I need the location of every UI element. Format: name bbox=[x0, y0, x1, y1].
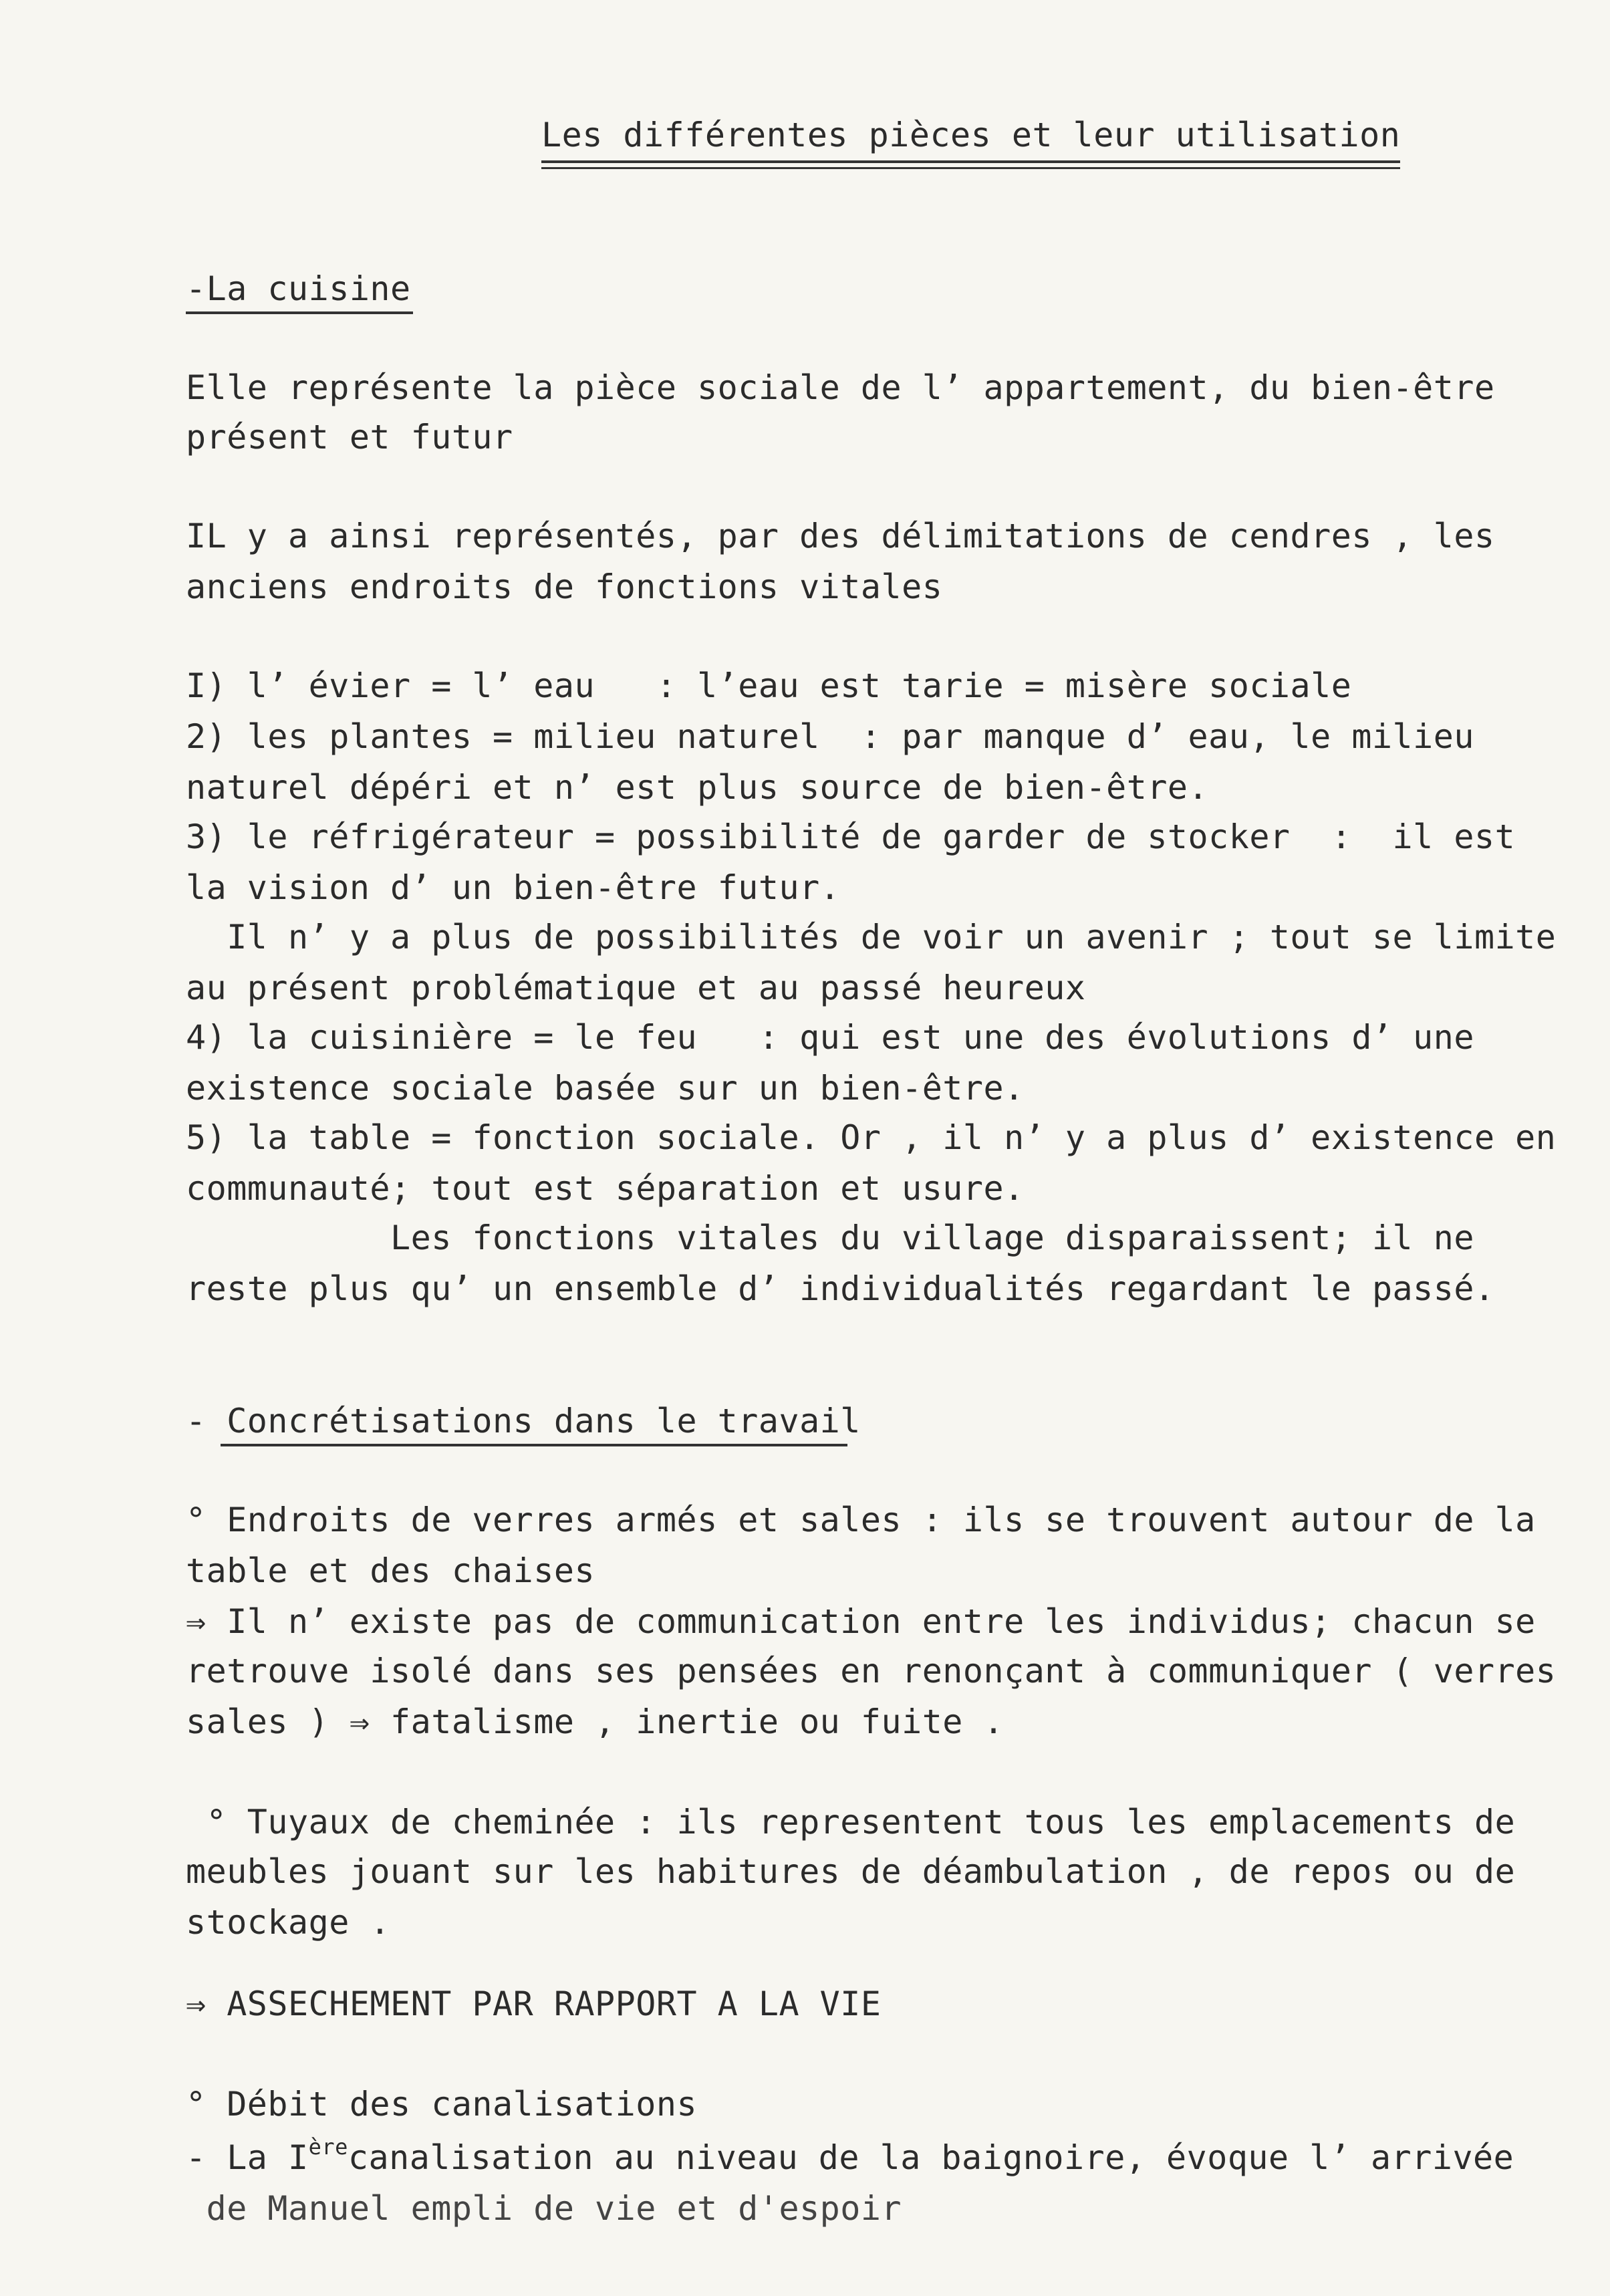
list-item: I) l’ évier = l’ eau : l’eau est tarie = misère sociale bbox=[186, 666, 1352, 705]
document-title-block bbox=[541, 115, 1400, 169]
paragraph-line: stockage . bbox=[186, 1903, 391, 1942]
title-underline bbox=[541, 160, 1400, 163]
paragraph-line: meubles jouant sur les habitures de déambulation , de repos ou de bbox=[186, 1852, 1516, 1891]
list-item: 4) la cuisinière = le feu : qui est une des évolutions d’ une bbox=[186, 1018, 1474, 1057]
paragraph-line: ⇒ Il n’ existe pas de communication entre les individus; chacun se bbox=[186, 1602, 1536, 1641]
heading-underline bbox=[221, 1444, 847, 1446]
line-prefix: - La I bbox=[186, 2138, 309, 2177]
title-underline-second bbox=[541, 167, 1400, 169]
paragraph-line: Elle représente la pièce sociale de l’ appartement, du bien-être bbox=[186, 368, 1495, 407]
heading-underline bbox=[186, 311, 413, 314]
section-heading-cuisine: -La cuisine bbox=[186, 269, 411, 308]
list-item: la vision d’ un bien-être futur. bbox=[186, 868, 841, 907]
list-item: 5) la table = fonction sociale. Or , il n’ y a plus d’ existence en bbox=[186, 1118, 1557, 1157]
paragraph-line: table et des chaises bbox=[186, 1551, 595, 1590]
list-item: existence sociale basée sur un bien-être. bbox=[186, 1069, 1025, 1108]
line-rest: canalisation au niveau de la baignoire, évoque l’ arrivée bbox=[348, 2138, 1514, 2177]
emphasis-line: ⇒ ASSECHEMENT PAR RAPPORT A LA VIE bbox=[186, 1985, 882, 2023]
paragraph-line: Les fonctions vitales du village disparaissent; il ne bbox=[186, 1219, 1474, 1257]
section-heading-concretisations: - Concrétisations dans le travail bbox=[186, 1402, 861, 1440]
paragraph-line: anciens endroits de fonctions vitales bbox=[186, 567, 943, 606]
list-item: 2) les plantes = milieu naturel : par manque d’ eau, le milieu bbox=[186, 717, 1474, 756]
list-item: naturel dépéri et n’ est plus source de bien-être. bbox=[186, 768, 1209, 807]
list-item: communauté; tout est séparation et usure. bbox=[186, 1169, 1025, 1208]
paragraph-line: ° Débit des canalisations bbox=[186, 2085, 698, 2124]
paragraph-line: de Manuel empli de vie et d'espoir bbox=[186, 2189, 902, 2228]
list-item: 3) le réfrigérateur = possibilité de garder de stocker : il est bbox=[186, 817, 1516, 856]
paragraph-line-last bbox=[186, 2134, 1514, 2178]
paragraph-line: ° Tuyaux de cheminée : ils representent tous les emplacements de bbox=[186, 1803, 1516, 1841]
paragraph-line: reste plus qu’ un ensemble d’ individualités regardant le passé. bbox=[186, 1269, 1495, 1308]
paragraph-line: ° Endroits de verres armés et sales : ils se trouvent autour de la bbox=[186, 1501, 1536, 1539]
paragraph-line: présent et futur bbox=[186, 418, 513, 457]
list-item: Il n’ y a plus de possibilités de voir un avenir ; tout se limite bbox=[186, 918, 1557, 956]
document-title: Les différentes pièces et leur utilisation bbox=[541, 116, 1401, 154]
paragraph-line: IL y a ainsi représentés, par des délimitations de cendres , les bbox=[186, 517, 1495, 555]
superscript: ère bbox=[308, 2134, 348, 2160]
paragraph-line: retrouve isolé dans ses pensées en renonçant à communiquer ( verres bbox=[186, 1652, 1557, 1690]
paragraph-line: sales ) ⇒ fatalisme , inertie ou fuite . bbox=[186, 1702, 1004, 1741]
list-item: au présent problématique et au passé heureux bbox=[186, 969, 1086, 1007]
